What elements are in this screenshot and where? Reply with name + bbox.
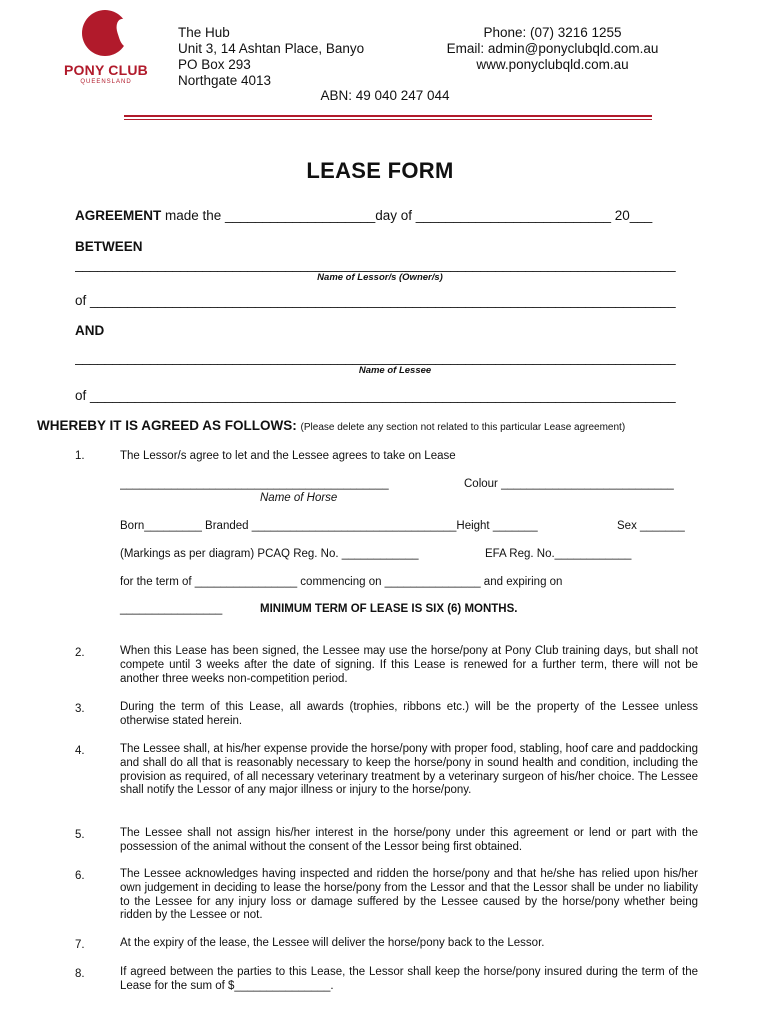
clause-number: 3. bbox=[75, 703, 85, 715]
pony-club-logo bbox=[60, 10, 152, 90]
clause-number: 5. bbox=[75, 829, 85, 841]
clause-3-text: During the term of this Lease, all awards (trophies, ribbons etc.) will be the property of the Lessee unless otherwise stated herein. bbox=[120, 701, 698, 727]
abn-text: ABN: 49 040 247 044 bbox=[320, 88, 450, 103]
lessee-name-field[interactable]: ________________________________________________________________________________ bbox=[75, 350, 676, 365]
address-line: Northgate 4013 bbox=[178, 73, 272, 88]
pcaq-reg-field[interactable]: (Markings as per diagram) PCAQ Reg. No. ____________ bbox=[120, 548, 419, 560]
whereby-line bbox=[37, 418, 625, 433]
clause-4-text: The Lessee shall, at his/her expense provide the horse/pony with proper food, stabling, hoof care and paddocking and shall do all that is reasonably necessary to keep the horse/pony in sound health and condition, including the provision as required, of all necessary veterinary treatment by a veterinary surgeon of his/her choice. The Lessee shall notify the Lessor of any major illness or injury to the horse/pony. bbox=[120, 743, 698, 797]
clause-number: 8. bbox=[75, 968, 85, 980]
address-line: The Hub bbox=[178, 25, 230, 40]
whereby-heading: WHEREBY IT IS AGREED AS FOLLOWS: bbox=[37, 418, 297, 433]
contact-block bbox=[420, 25, 685, 73]
address-block bbox=[178, 25, 364, 89]
clause-number: 6. bbox=[75, 870, 85, 882]
email-text: Email: admin@ponyclubqld.com.au bbox=[446, 41, 659, 56]
expiry-date-field[interactable]: ________________ bbox=[120, 603, 223, 615]
horse-caption: Name of Horse bbox=[260, 492, 338, 504]
whereby-note: (Please delete any section not related to this particular Lease agreement) bbox=[300, 422, 626, 433]
clause-2-text: When this Lease has been signed, the Lessee may use the horse/pony at Pony Club training days, but shall not compete until 3 weeks after the date of signing. If this Lease is renewed for a further term, there will not be another three weeks non-competition period. bbox=[120, 645, 698, 685]
agreement-label: AGREEMENT bbox=[75, 208, 162, 223]
clause-8-text[interactable]: If agreed between the parties to this Lease, the Lessor shall keep the horse/pony insured during the term of the Lease for the sum of $_______________. bbox=[120, 966, 698, 992]
colour-field[interactable]: Colour ___________________________ bbox=[464, 478, 674, 490]
between-heading: BETWEEN bbox=[75, 239, 143, 254]
lessee-address-field[interactable]: of ______________________________________________________________________________ bbox=[75, 388, 676, 403]
lessor-name-field[interactable]: ________________________________________________________________________________ bbox=[75, 257, 676, 272]
minimum-term-notice: MINIMUM TERM OF LEASE IS SIX (6) MONTHS. bbox=[260, 603, 518, 615]
clause-number: 2. bbox=[75, 647, 85, 659]
sex-field[interactable]: Sex _______ bbox=[617, 520, 685, 532]
address-line: Unit 3, 14 Ashtan Place, Banyo bbox=[178, 41, 365, 56]
efa-reg-field[interactable]: EFA Reg. No.____________ bbox=[485, 548, 632, 560]
clause-1-text: The Lessor/s agree to let and the Lessee agrees to take on Lease bbox=[120, 450, 456, 462]
horse-name-field[interactable]: __________________________________________ bbox=[120, 478, 389, 490]
clause-5-text: The Lessee shall not assign his/her interest in the horse/pony under this agreement or lend or part with the possession of the animal without the consent of the Lessor being first obtained. bbox=[120, 827, 698, 853]
header-divider bbox=[124, 115, 652, 117]
header-divider-thin bbox=[124, 119, 652, 120]
clause-7-text: At the expiry of the lease, the Lessee will deliver the horse/pony back to the Lessor. bbox=[120, 937, 545, 949]
lessee-caption: Name of Lessee bbox=[358, 365, 432, 376]
horse-head-icon bbox=[82, 10, 128, 56]
clause-number: 4. bbox=[75, 745, 85, 757]
born-branded-height-field[interactable]: Born_________ Branded ________________________________Height _______ bbox=[120, 520, 538, 532]
page-title: LEASE FORM bbox=[306, 158, 454, 183]
logo-subtitle: QUEENSLAND bbox=[80, 79, 132, 85]
lessor-address-field[interactable]: of ______________________________________________________________________________ bbox=[75, 293, 676, 308]
clause-number: 7. bbox=[75, 939, 85, 951]
agreement-blanks[interactable]: made the ____________________day of __________________________ 20___ bbox=[161, 208, 653, 223]
and-heading: AND bbox=[75, 323, 105, 338]
clause-number: 1. bbox=[75, 450, 85, 462]
lease-term-field[interactable]: for the term of ________________ commencing on _______________ and expiring on bbox=[120, 576, 563, 588]
lessor-caption: Name of Lessor/s (Owner/s) bbox=[317, 272, 443, 283]
website-text: www.ponyclubqld.com.au bbox=[476, 57, 629, 72]
address-line: PO Box 293 bbox=[178, 57, 251, 72]
logo-name: PONY CLUB bbox=[64, 62, 148, 78]
phone-text: Phone: (07) 3216 1255 bbox=[483, 25, 622, 40]
agreement-line[interactable] bbox=[75, 208, 652, 223]
clause-6-text: The Lessee acknowledges having inspected and ridden the horse/pony and that he/she has relied upon his/her own judgement in deciding to lease the horse/pony from the Lessor and that the Lessor shall be under no liability to the Lessee for any injury loss or damage suffered by the Lessee caused by the horse/pony whether being ridden by the Lessee or not. bbox=[120, 868, 698, 922]
